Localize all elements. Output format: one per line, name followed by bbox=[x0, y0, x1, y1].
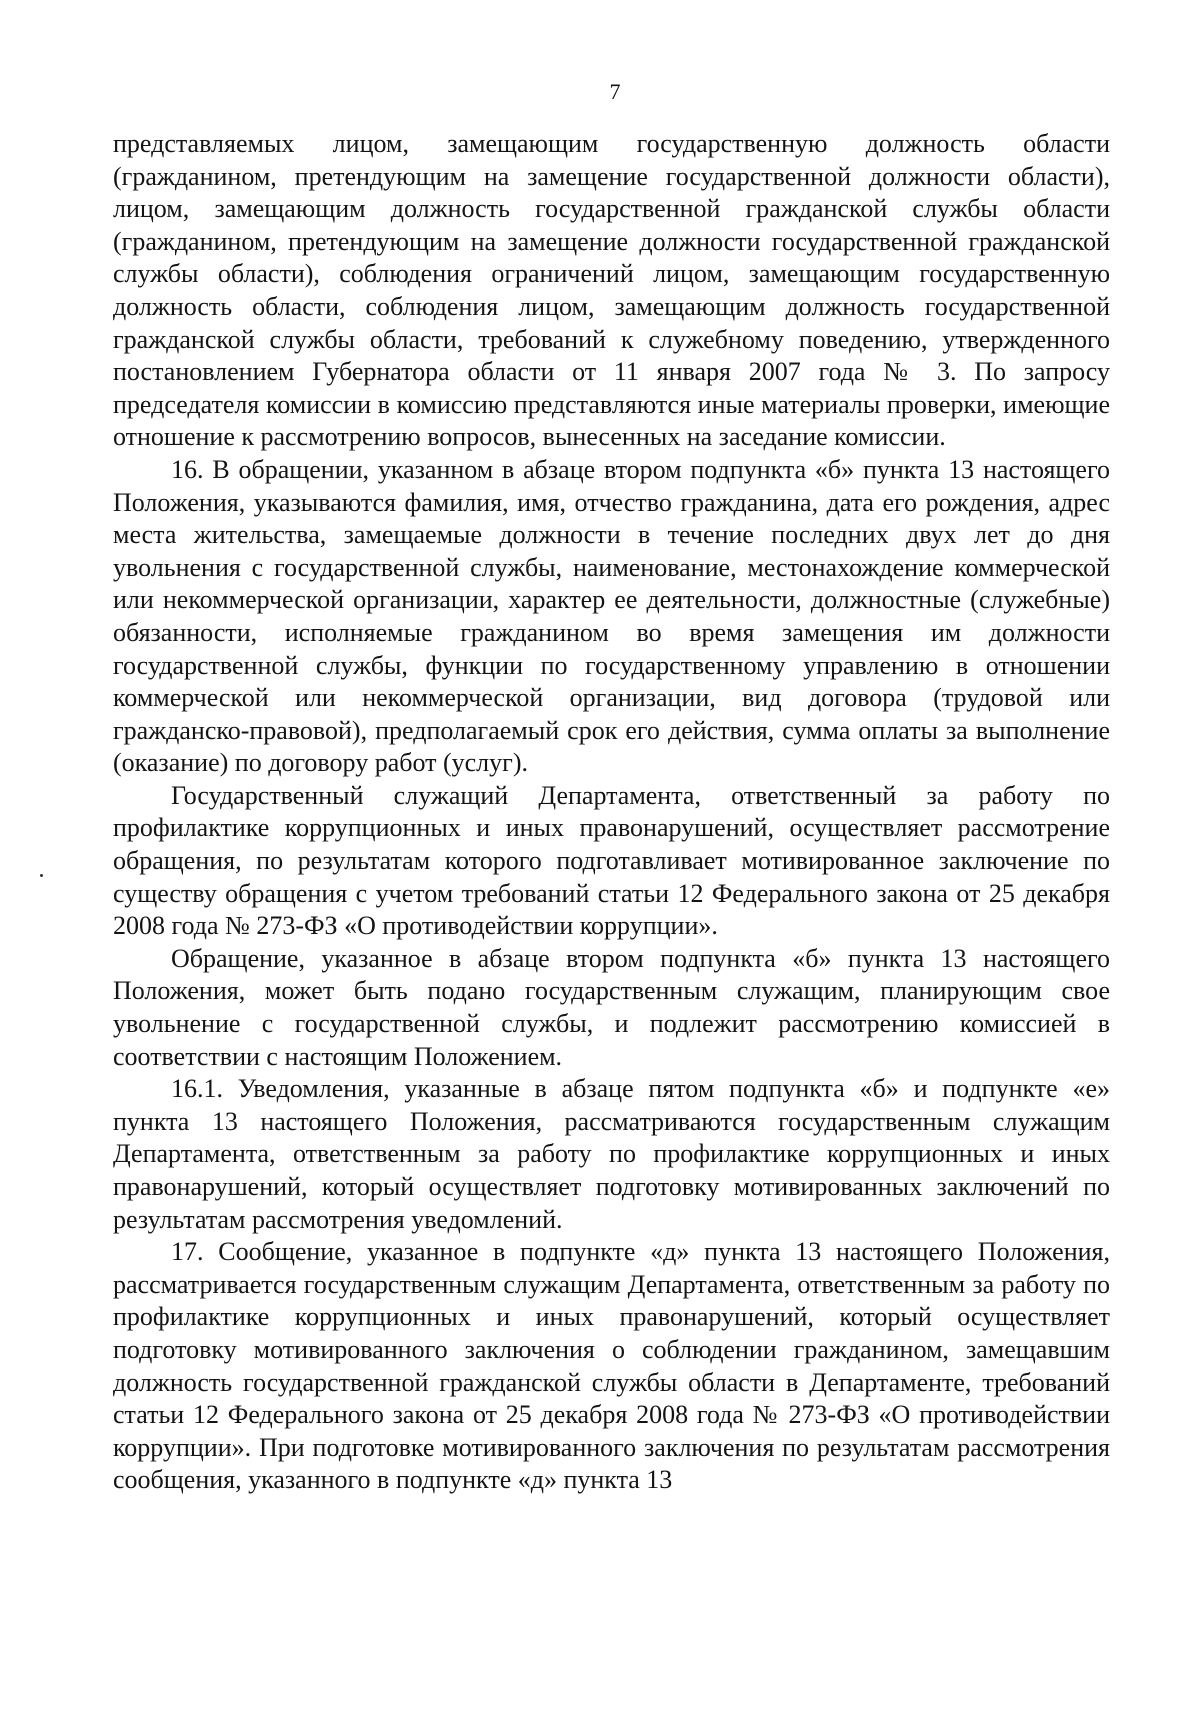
paragraph-item-17: 17. Сообщение, указанное в подпункте «д» пункта 13 настоящего Положения, рассматривается государственным служащим Департамента, ответственным за работу по профилактике коррупционных и иных правонарушений, который осуществляет подготовку мотивированного заключения о соблюдении гражданином, замещавшим должность государственной гражданской службы области в Департаменте, требований статьи 12 Федерального закона от 25 декабря 2008 года № 273-ФЗ «О противодействии коррупции». При подготовке мотивированного заключения по результатам рассмотрения сообщения, указанного в подпункте «д» пункта 13 bbox=[113, 1237, 1110, 1495]
scan-dot-mark bbox=[40, 874, 43, 877]
paragraph-item-16-appeal: Обращение, указанное в абзаце втором подпункта «б» пункта 13 настоящего Положения, может быть подано государственным служащим, планирующим свое увольнение с государственной службы, и подлежит рассмотрению комиссией в соответствии с настоящим Положением. bbox=[113, 943, 1110, 1071]
document-body bbox=[113, 128, 1110, 1497]
page-number: 7 bbox=[609, 79, 621, 104]
paragraph-continuation: представляемых лицом, замещающим государственную должность области (гражданином, претендующим на замещение государственной должности области), лицом, замещающим должность государственной гражданской службы области (гражданином, претендующим на замещение должности государственной гражданской службы области), соблюдения ограничений лицом, замещающим государственную должность области, соблюдения лицом, замещающим должность государственной гражданской службы области, требований к служебному поведению, утвержденного постановлением Губернатора области от 11 января 2007 года № 3. По запросу председателя комиссии в комиссию представляются иные материалы проверки, имеющие отношение к рассмотрению вопросов, вынесенных на заседание комиссии. bbox=[113, 129, 1110, 452]
paragraph-item-16-responsible-officer: Государственный служащий Департамента, ответственный за работу по профилактике коррупционных и иных правонарушений, осуществляет рассмотрение обращения, по результатам которого подготавливает мотивированное заключение по существу обращения с учетом требований статьи 12 Федерального закона от 25 декабря 2008 года № 273-ФЗ «О противодействии коррупции». bbox=[113, 780, 1110, 941]
paragraph-item-16: 16. В обращении, указанном в абзаце втором подпункта «б» пункта 13 настоящего Положения, указываются фамилия, имя, отчество гражданина, дата его рождения, адрес места жительства, замещаемые должности в течение последних двух лет до дня увольнения с государственной службы, наименование, местонахождение коммерческой или некоммерческой организации, характер ее деятельности, должностные (служебные) обязанности, исполняемые гражданином во время замещения им должности государственной службы, функции по государственному управлению в отношении коммерческой или некоммерческой организации, вид договора (трудовой или гражданско-правовой), предполагаемый срок его действия, сумма оплаты за выполнение (оказание) по договору работ (услуг). bbox=[113, 454, 1110, 778]
paragraph-item-16-1: 16.1. Уведомления, указанные в абзаце пятом подпункта «б» и подпункте «е» пункта 13 настоящего Положения, рассматриваются государственным служащим Департамента, ответственным за работу по профилактике коррупционных и иных правонарушений, который осуществляет подготовку мотивированных заключений по результатам рассмотрения уведомлений. bbox=[113, 1074, 1110, 1234]
